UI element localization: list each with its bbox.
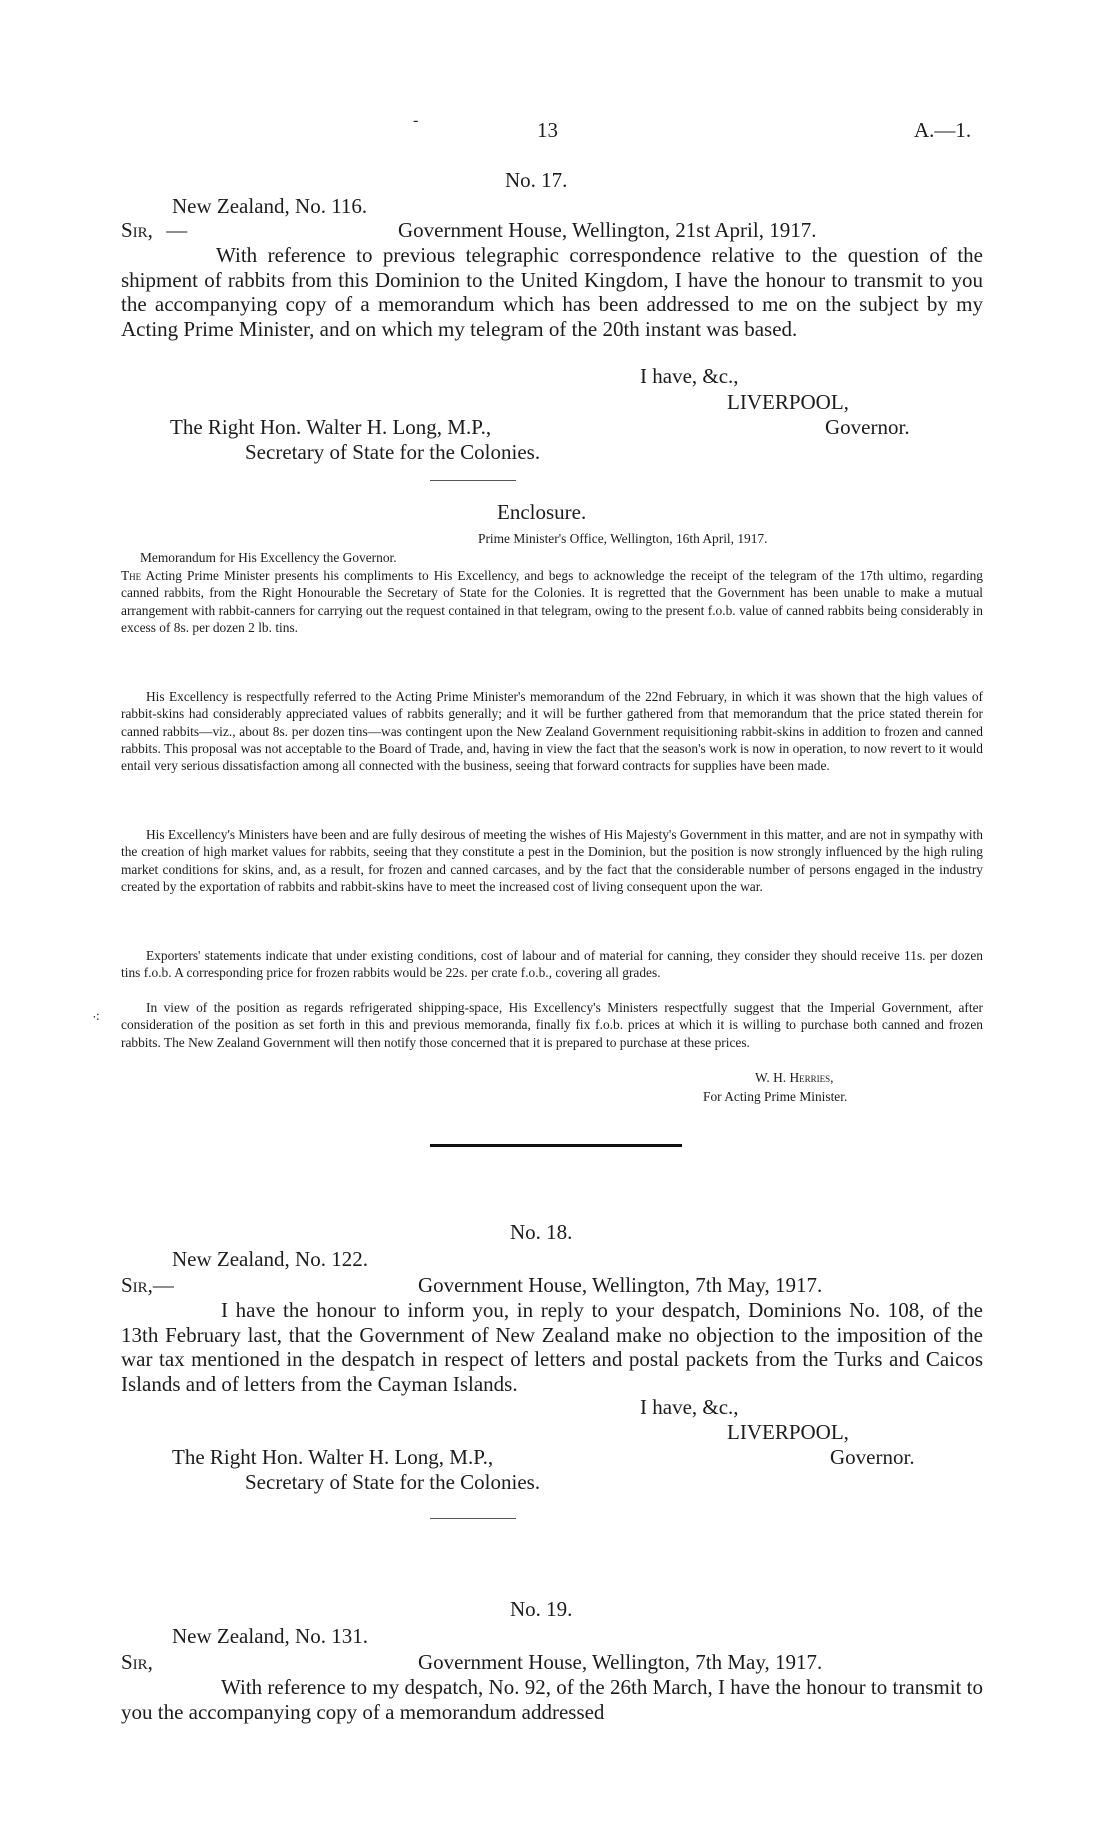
enclosure-para-5: In view of the position as regards refrigerated shipping-space, His Excellency's Ministers respectfully suggest that the Imperial Government, after consideration of the position as set forth in this and previous memoranda, finally fix f.o.b. prices at which it is willing to purchase both canned and frozen rabbits. The New Zealand Government will then notify those concerned that it is prepared to purchase at these prices.: [121, 1000, 983, 1050]
no17-ref: New Zealand, No. 116.: [172, 194, 368, 218]
margin-mark: ⁖: [92, 1011, 101, 1026]
no18-signature: LIVERPOOL,: [727, 1420, 849, 1444]
divider-section-18: [430, 1144, 682, 1147]
enclosure-memo-to: Memorandum for His Excellency the Governor.: [140, 550, 397, 565]
no19-ref: New Zealand, No. 131.: [172, 1624, 368, 1648]
enclosure-para-1-lead: The: [121, 568, 142, 583]
no17-salutation-text: Sir,: [121, 218, 153, 242]
no17-body: With reference to previous telegraphic correspondence relative to the question of the shipment of rabbits from this Dominion to the United Kingdom, I have the honour to transmit to you the accompanying copy of a memorandum which has been addressed to me on the subject by my Acting Prime Minister, and on which my telegram of the 20th instant was based.: [121, 243, 983, 341]
no19-heading: No. 19.: [510, 1597, 573, 1621]
no18-body: I have the honour to inform you, in reply to your despatch, Dominions No. 108, of the 13th February last, that the Government of New Zealand make no objection to the imposition of the war tax mentioned in the despatch in respect of letters and postal packets from the Turks and Caicos Islands and of letters from the Cayman Islands.: [121, 1298, 983, 1396]
no19-place-date: Government House, Wellington, 7th May, 1917.: [418, 1650, 823, 1674]
enclosure-para-1: [121, 567, 983, 636]
no17-salutation: [121, 218, 187, 243]
no18-signature-title: Governor.: [830, 1445, 915, 1469]
enclosure-para-2: His Excellency is respectfully referred to the Acting Prime Minister's memorandum of the 22nd February, in which it was shown that the high values of rabbit-skins had considerably appreciated values of rabbits generally; and it will be further gathered from that memorandum that the price stated therein for canned rabbits—viz., about 8s. per dozen tins—was contingent upon the New Zealand Government requisitioning rabbit-skins in addition to frozen and canned rabbits. This proposal was not acceptable to the Board of Trade, and, having in view the fact that the season's work is now in operation, to now revert to it would entail very serious dissatisfaction among all connected with the business, seeing that forward contracts for supplies have been made.: [121, 689, 983, 774]
no19-body: With reference to my despatch, No. 92, of the 26th March, I have the honour to transmit to you the accompanying copy of a memorandum addressed: [121, 1675, 983, 1724]
no17-place-date: Government House, Wellington, 21st April, 1917.: [398, 218, 817, 242]
divider-short: [430, 480, 516, 481]
enclosure-signatory: W. H. Herries,: [755, 1070, 834, 1085]
divider-short-2: [430, 1518, 516, 1519]
no18-addressee-line1: The Right Hon. Walter H. Long, M.P.,: [172, 1445, 494, 1469]
no17-addressee-line1: The Right Hon. Walter H. Long, M.P.,: [170, 415, 492, 439]
no18-addressee-line2: Secretary of State for the Colonies.: [245, 1470, 541, 1494]
series-label: A.—1.: [914, 118, 972, 142]
no17-addressee-line2: Secretary of State for the Colonies.: [245, 440, 541, 464]
no17-signature-title: Governor.: [825, 415, 910, 439]
enclosure-signatory-title: For Acting Prime Minister.: [703, 1089, 848, 1104]
enclosure-place-date: Prime Minister's Office, Wellington, 16th April, 1917.: [478, 531, 768, 546]
no18-heading: No. 18.: [510, 1220, 573, 1244]
enclosure-para-4: Exporters' statements indicate that under existing conditions, cost of labour and of material for canning, they consider they should receive 11s. per dozen tins f.o.b. A corresponding price for frozen rabbits would be 22s. per crate f.o.b., covering all grades.: [121, 948, 983, 981]
no18-place-date: Government House, Wellington, 7th May, 1917.: [418, 1273, 823, 1297]
no17-salutation-dash: —: [166, 218, 188, 242]
no18-ref: New Zealand, No. 122.: [172, 1247, 368, 1271]
no17-signature: LIVERPOOL,: [727, 390, 849, 414]
no18-salutation: Sir,—: [121, 1273, 174, 1297]
enclosure-heading: Enclosure.: [497, 500, 587, 524]
enclosure-para-1-text: Acting Prime Minister presents his compliments to His Excellency, and begs to acknowledge the receipt of the telegram of the 17th ultimo, regarding canned rabbits, from the Right Honourable the Secretary of State for the Colonies. It is regretted that the Government has been unable to make a mutual arrangement with rabbit-canners for carrying out the request contained in that telegram, owing to the present f.o.b. value of canned rabbits being considerably in excess of 8s. per dozen 2 lb. tins.: [121, 568, 983, 635]
no17-heading: No. 17.: [505, 168, 568, 192]
header-dash: -: [413, 112, 419, 129]
enclosure-para-3: His Excellency's Ministers have been and are fully desirous of meeting the wishes of His Majesty's Government in this matter, and are not in sympathy with the creation of high market values for rabbits, seeing that they constitute a pest in the Dominion, but the position is now strongly influenced by the high ruling market conditions for skins, and, as a result, for frozen and canned carcases, and by the fact that the considerable number of persons engaged in the industry created by the exportation of rabbits and rabbit-skins have to meet the increased cost of living consequent upon the war.: [121, 827, 983, 894]
page-number: 13: [537, 118, 558, 142]
no18-closing: I have, &c.,: [640, 1395, 739, 1419]
no17-closing: I have, &c.,: [640, 364, 739, 388]
no19-salutation: Sir,: [121, 1650, 153, 1674]
